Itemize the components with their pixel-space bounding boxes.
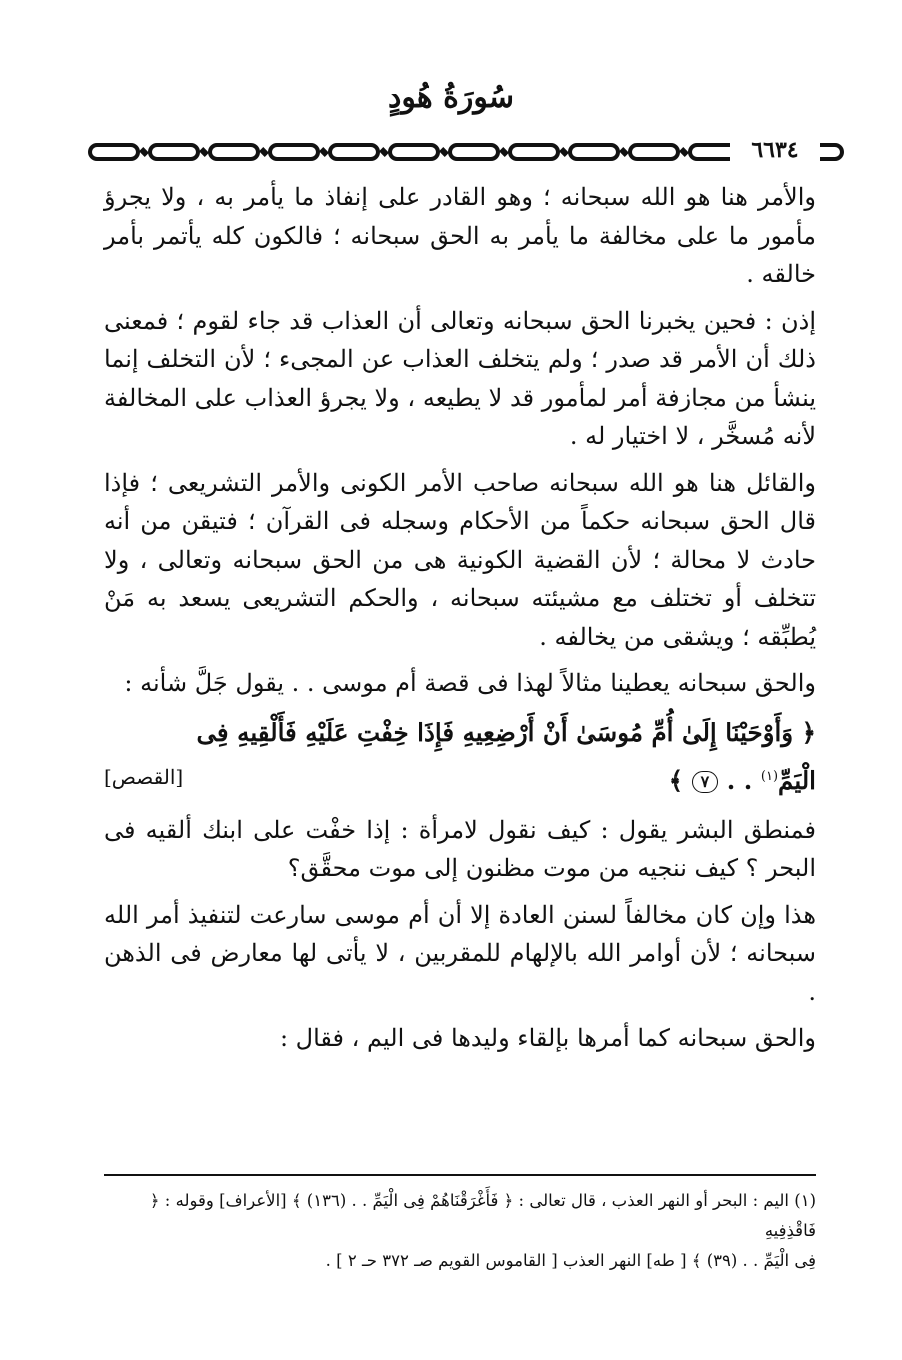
ayah-number-icon: ٧ [692, 771, 719, 793]
quran-verse-line: ﴿ وَأَوْحَيْنَا إِلَىٰ أُمِّ مُوسَىٰ أَنْ أَرْضِعِيهِ فَإِذَا خِفْتِ عَلَيْهِ فَأَلْقِيهِ فِى [196, 717, 816, 747]
footnote-line: (١) اليم : البحر أو النهر العذب ، قال تعالى : ﴿ فَأَغْرَقْنَاهُمْ فِى الْيَمِّ . . (١٣٦) ﴾ [الأعراف] وقوله : ﴿ فَاقْذِفِيهِ [149, 1191, 816, 1240]
paragraph: إذن : فحين يخبرنا الحق سبحانه وتعالى أن العذاب قد جاء لقوم ؛ فمعنى ذلك أن الأمر قد صدر ؛ ولم يتخلف العذاب عن المجىء ؛ لأن التخلف إنما ينشأ من مجازفة أمر لمأمور قد لا يطيعه ، ولا يجرؤ العذاب على المخالفة لأنه مُسخَّر ، لا اختيار له . [104, 306, 816, 450]
page-number: ٦٦٣٤ [730, 136, 820, 164]
surah-title: سُورَةُ هُودٍ [388, 80, 514, 115]
paragraph: والحق سبحانه كما أمرها بإلقاء وليدها فى اليم ، فقال : [279, 1024, 816, 1053]
quran-verse-word: الْيَمِّ [778, 765, 816, 795]
paragraph: هذا وإن كان مخالفاً لسنن العادة إلا أن أم موسى سارعت لتنفيذ أمر الله سبحانه ؛ لأن أوامر الله بالإلهام للمقربين ، لا يأتى لها معارض فى الذهن . [104, 900, 816, 1006]
quran-verse [104, 711, 816, 803]
footnotes [104, 1186, 816, 1276]
footnote-divider [104, 1174, 816, 1176]
main-text [104, 178, 816, 1066]
verse-close-bracket: ﴾ [668, 765, 684, 795]
quran-verse-line-2 [104, 755, 816, 803]
paragraph: فمنطق البشر يقول : كيف نقول لامرأة : إذا خفْت على ابنك ألقيه فى البحر ؟ كيف ننجيه من موت مظنون إلى موت محقَّق؟ [104, 815, 816, 883]
quran-verse-end [669, 755, 816, 803]
verse-dots: . . [726, 765, 761, 795]
footnote-marker: (١) [760, 768, 779, 784]
footnote-line: فِى الْيَمِّ . . (٣٩) ﴾ [ طه] النهر العذب [ القاموس القويم صـ ٣٧٢ حـ ٢ ] . [325, 1251, 816, 1270]
paragraph: والقائل هنا هو الله سبحانه صاحب الأمر الكونى والأمر التشريعى ؛ فإذا قال الحق سبحانه حكماً من الأحكام وسجله فى القرآن ؛ فتيقن من أنه حادث لا محالة ؛ لأن القضية الكونية هى من الحق سبحانه وتعالى ، ولا تتخلف أو تختلف مع مشيئته سبحانه ، والحكم التشريعى يسعد به مَنْ يُطبِّقه ؛ ويشقى من يخالفه . [104, 468, 816, 651]
surah-reference: [القصص] [104, 764, 184, 789]
paragraph: والأمر هنا هو الله سبحانه ؛ وهو القادر على إنفاذ ما يأمر به ، ولا يجرؤ مأمور ما على مخالفة ما يأمر به الحق سبحانه ؛ فالكون كله يأتمر بأمر خالقه . [104, 183, 816, 288]
paragraph: والحق سبحانه يعطينا مثالاً لهذا فى قصة أم موسى . . يقول جَلَّ شأنه : [124, 669, 816, 697]
